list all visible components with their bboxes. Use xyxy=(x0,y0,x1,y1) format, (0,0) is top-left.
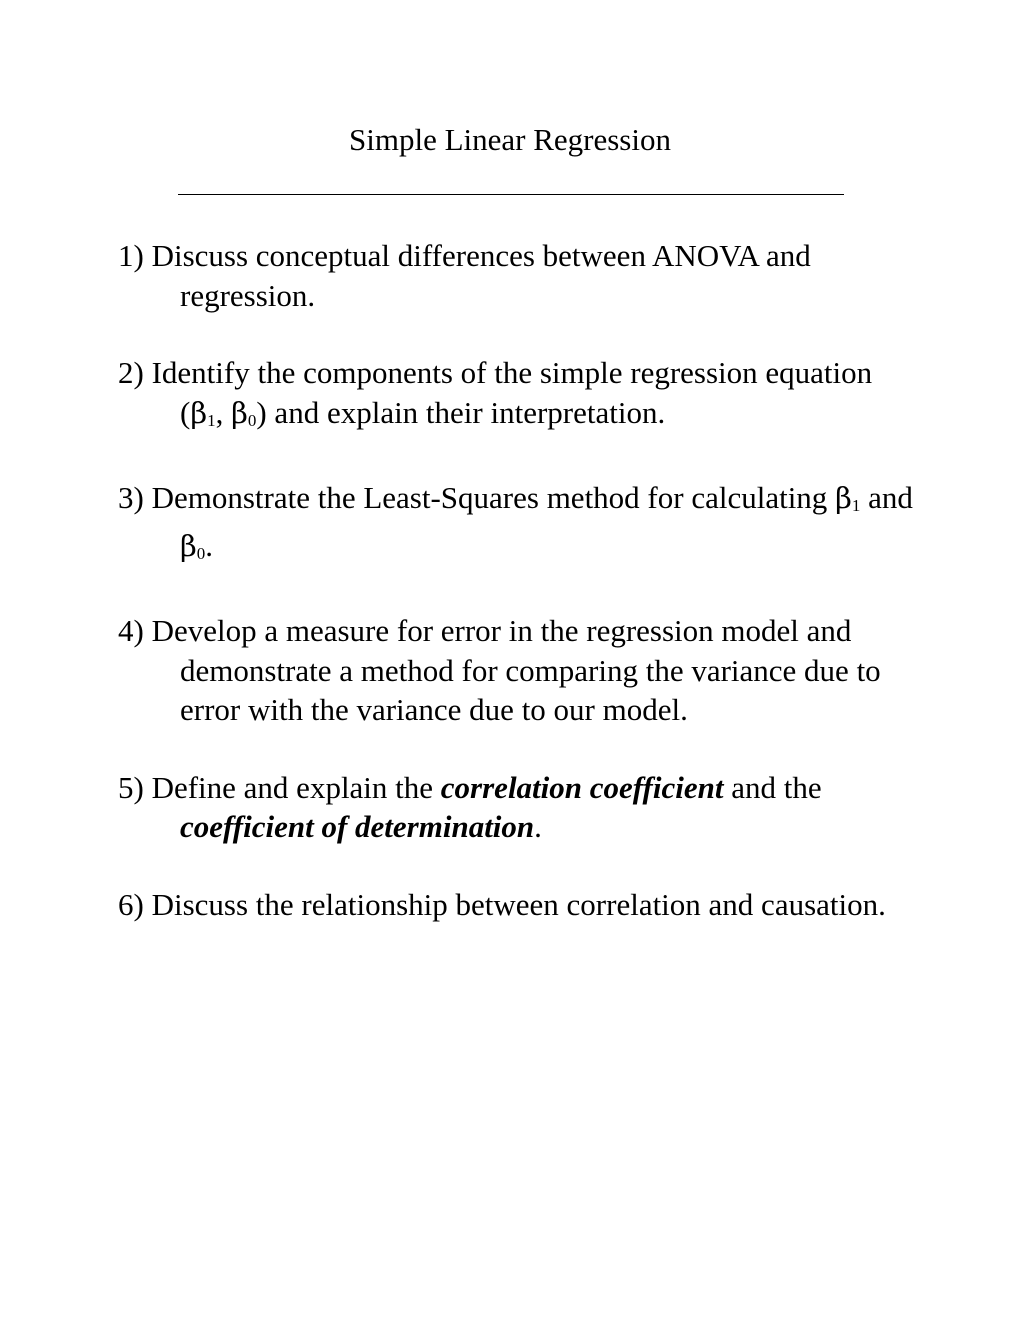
objective-text: Develop a measure for error in the regression model and demonstrate a method for comparing the variance due to error with the variance due to our model. xyxy=(151,613,881,727)
objective-number: 6) xyxy=(118,886,144,922)
key-term: correlation coefficient xyxy=(440,769,724,805)
objectives-list xyxy=(118,236,918,962)
connector: and xyxy=(860,480,913,515)
beta-symbol: β xyxy=(180,528,197,563)
subscript: 1 xyxy=(207,410,216,430)
beta-symbol: β xyxy=(835,481,852,515)
objective-number: 3) xyxy=(118,480,144,515)
objective-1 xyxy=(118,236,918,315)
objective-text: Discuss conceptual differences between ANOVA and regression. xyxy=(151,238,811,313)
separator: , xyxy=(215,394,232,430)
key-term: coefficient of determination xyxy=(180,809,535,844)
objective-number: 5) xyxy=(118,769,144,805)
title-underline xyxy=(178,194,844,195)
connector: and the xyxy=(723,769,822,805)
objective-5 xyxy=(118,768,918,847)
objective-text: Discuss the relationship between correlation and causation. xyxy=(151,886,886,922)
subscript: 0 xyxy=(247,410,257,430)
objective-text: Define and explain the xyxy=(151,769,441,805)
objective-text: ) and explain their interpretation. xyxy=(256,394,666,430)
objective-text: . xyxy=(205,527,214,563)
subscript: 0 xyxy=(196,543,206,563)
objective-number: 4) xyxy=(118,613,144,648)
page-title: Simple Linear Regression xyxy=(349,122,671,157)
objective-2 xyxy=(118,353,918,440)
objective-4 xyxy=(118,611,918,730)
beta-symbol: β xyxy=(231,395,248,430)
beta-symbol: β xyxy=(190,395,208,430)
subscript: 1 xyxy=(851,496,861,515)
objective-text: Identify the components of the simple regression equation ( xyxy=(151,355,873,430)
objective-6 xyxy=(118,885,918,925)
objective-text: . xyxy=(534,809,542,844)
objective-number: 1) xyxy=(118,238,144,273)
objective-number: 2) xyxy=(118,355,144,390)
objective-3 xyxy=(118,478,918,573)
objective-text: Demonstrate the Least-Squares method for calculating xyxy=(151,480,836,515)
